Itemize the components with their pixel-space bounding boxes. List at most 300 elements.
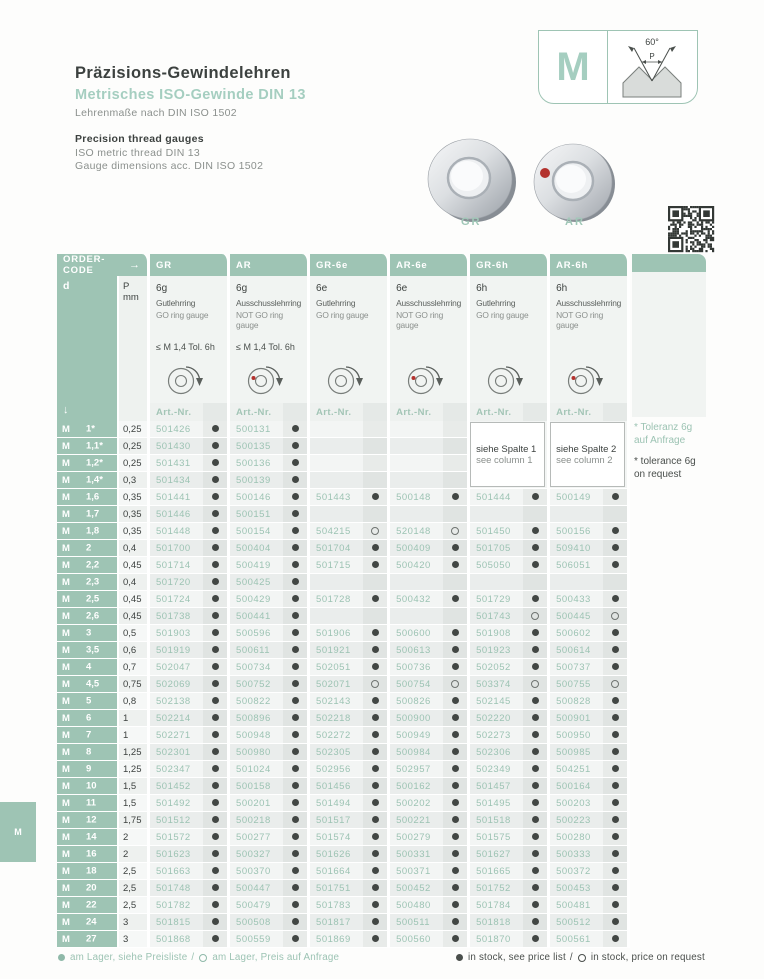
thread-size-cell: M 8 (57, 744, 119, 761)
filled-dot-icon (452, 765, 459, 772)
notgo-ring-label: AR (565, 216, 585, 228)
stock-indicator-cell (363, 438, 390, 455)
stock-indicator-cell (283, 897, 310, 914)
stock-indicator-cell (443, 778, 470, 795)
artnr-cell: 502306 (470, 744, 523, 761)
filled-dot-icon (212, 510, 219, 517)
stock-indicator-cell (443, 574, 470, 591)
stock-indicator-cell (523, 812, 550, 829)
filled-dot-icon (532, 714, 539, 721)
stock-indicator-cell (443, 829, 470, 846)
table-row (57, 540, 630, 557)
stock-indicator-cell (523, 897, 550, 914)
artnr-cell: 500561 (550, 931, 603, 948)
pitch-cell: 1,5 (119, 795, 150, 812)
filled-dot-icon (612, 544, 619, 551)
stock-indicator-cell (363, 676, 390, 693)
artnr-cell: 500508 (230, 914, 283, 931)
artnr-cell (390, 421, 443, 438)
stock-indicator-cell (603, 574, 630, 591)
filled-dot-icon (532, 731, 539, 738)
artnr-dot-spacer (283, 403, 310, 421)
artnr-label-ar-6h: Art.-Nr. (550, 403, 603, 421)
artnr-cell: 500736 (390, 659, 443, 676)
stock-indicator-cell (443, 591, 470, 608)
filled-dot-icon (372, 782, 379, 789)
thread-size-cell: M 14 (57, 829, 119, 846)
table-row (57, 778, 630, 795)
table-row (57, 523, 630, 540)
artnr-cell: 503374 (470, 676, 523, 693)
filled-dot-icon (612, 748, 619, 755)
page-subtitle: Metrisches ISO-Gewinde DIN 13 (75, 87, 306, 103)
go-ring-icon (324, 363, 370, 397)
artnr-cell: 500600 (390, 625, 443, 642)
notgo-ring-icon (244, 363, 290, 397)
artnr-cell: 501700 (150, 540, 203, 557)
stock-indicator-cell (283, 489, 310, 506)
stock-indicator-cell (203, 557, 230, 574)
pitch-cell: 1,25 (119, 744, 150, 761)
filled-dot-icon (452, 799, 459, 806)
artnr-cell: 500333 (550, 846, 603, 863)
filled-dot-icon (372, 629, 379, 636)
stock-indicator-cell (443, 506, 470, 523)
filled-dot-icon (212, 833, 219, 840)
filled-dot-icon (292, 510, 299, 517)
filled-dot-icon (212, 884, 219, 891)
stock-indicator-cell (283, 523, 310, 540)
artnr-cell: 502305 (310, 744, 363, 761)
table-row (57, 880, 630, 897)
stock-indicator-cell (523, 659, 550, 676)
artnr-cell: 501431 (150, 455, 203, 472)
stock-indicator-cell (203, 659, 230, 676)
filled-dot-icon (212, 561, 219, 568)
pitch-cell: 0,45 (119, 591, 150, 608)
filled-dot-icon (212, 527, 219, 534)
stock-indicator-cell (603, 523, 630, 540)
stock-indicator-cell (363, 761, 390, 778)
filled-dot-icon (292, 918, 299, 925)
stock-indicator-cell (523, 846, 550, 863)
stock-indicator-cell (203, 608, 230, 625)
thread-profile-diagram (608, 31, 697, 103)
filled-dot-icon (452, 629, 459, 636)
artnr-label-ar-6e: Art.-Nr. (390, 403, 443, 421)
artnr-cell: 502349 (470, 761, 523, 778)
table-row (57, 608, 630, 625)
artnr-cell: 501457 (470, 778, 523, 795)
angle-label: 60° (644, 37, 659, 47)
filled-dot-icon (452, 561, 459, 568)
stock-indicator-cell (203, 472, 230, 489)
stock-indicator-cell (283, 659, 310, 676)
artnr-cell: 520148 (390, 523, 443, 540)
stock-indicator-cell (523, 608, 550, 625)
artnr-cell: 501752 (470, 880, 523, 897)
stock-indicator-cell (283, 693, 310, 710)
artnr-cell: 500136 (230, 455, 283, 472)
thread-size-cell: M 2,3 (57, 574, 119, 591)
filled-dot-icon (372, 918, 379, 925)
filled-dot-icon (532, 918, 539, 925)
filled-dot-icon (292, 561, 299, 568)
pitch-cell: 3 (119, 914, 150, 931)
filled-dot-icon (212, 578, 219, 585)
artnr-cell: 500445 (550, 608, 603, 625)
artnr-cell: 500614 (550, 642, 603, 659)
open-dot-icon (578, 954, 586, 962)
artnr-cell: 501444 (470, 489, 523, 506)
tolerance-note-en-2: on request (634, 468, 682, 480)
artnr-cell: 501908 (470, 625, 523, 642)
table-row (57, 676, 630, 693)
filled-dot-icon (452, 663, 459, 670)
stock-indicator-cell (363, 778, 390, 795)
pitch-cell: 0,25 (119, 421, 150, 438)
notgo-ring-gauge-image (524, 140, 622, 226)
pitch-cell: 2 (119, 846, 150, 863)
artnr-cell: 501783 (310, 897, 363, 914)
table-row (57, 812, 630, 829)
pitch-cell: 0,35 (119, 523, 150, 540)
stock-indicator-cell (443, 710, 470, 727)
artnr-cell: 501921 (310, 642, 363, 659)
artnr-cell: 501724 (150, 591, 203, 608)
artnr-cell: 501815 (150, 914, 203, 931)
filled-dot-icon (292, 612, 299, 619)
artnr-cell: 502214 (150, 710, 203, 727)
table-row (57, 795, 630, 812)
stock-indicator-cell (523, 642, 550, 659)
stock-indicator-cell (603, 914, 630, 931)
open-dot-icon (199, 954, 207, 962)
stock-indicator-cell (203, 829, 230, 846)
stock-indicator-cell (363, 659, 390, 676)
stock-indicator-cell (603, 812, 630, 829)
stock-indicator-cell (203, 744, 230, 761)
gauge-order-table (57, 254, 630, 948)
filled-dot-icon (212, 935, 219, 942)
stock-indicator-cell (443, 625, 470, 642)
filled-dot-icon (292, 833, 299, 840)
stock-indicator-cell (523, 727, 550, 744)
artnr-cell: 502271 (150, 727, 203, 744)
filled-dot-icon (292, 527, 299, 534)
filled-dot-icon (532, 799, 539, 806)
column-description-ar-6h: 6h Ausschusslehrring NOT GO ring gauge (550, 276, 630, 403)
stock-indicator-cell (203, 761, 230, 778)
stock-indicator-cell (363, 914, 390, 931)
artnr-cell: 500755 (550, 676, 603, 693)
stock-indicator-cell (203, 710, 230, 727)
filled-dot-icon (372, 765, 379, 772)
pitch-cell: 1 (119, 710, 150, 727)
stock-indicator-cell (283, 625, 310, 642)
table-right-bar (632, 254, 706, 272)
table-row (57, 557, 630, 574)
stock-indicator-cell (443, 914, 470, 931)
stock-indicator-cell (283, 846, 310, 863)
open-dot-icon (451, 527, 459, 535)
filled-dot-icon (292, 782, 299, 789)
stock-indicator-cell (203, 693, 230, 710)
filled-dot-icon (452, 935, 459, 942)
filled-dot-icon (292, 663, 299, 670)
pitch-cell: 0,35 (119, 506, 150, 523)
stock-indicator-cell (443, 438, 470, 455)
filled-dot-icon (612, 561, 619, 568)
filled-dot-icon (532, 561, 539, 568)
pitch-cell: 2,5 (119, 897, 150, 914)
thread-size-cell: M 4,5 (57, 676, 119, 693)
stock-indicator-cell (523, 523, 550, 540)
stock-indicator-cell (603, 710, 630, 727)
filled-dot-icon (212, 867, 219, 874)
artnr-cell (390, 455, 443, 472)
artnr-cell: 500901 (550, 710, 603, 727)
stock-indicator-cell (363, 795, 390, 812)
stock-indicator-cell (523, 880, 550, 897)
filled-dot-icon (452, 918, 459, 925)
artnr-cell: 509410 (550, 540, 603, 557)
stock-indicator-cell (443, 693, 470, 710)
filled-dot-icon (612, 901, 619, 908)
artnr-cell: 500151 (230, 506, 283, 523)
artnr-cell: 500596 (230, 625, 283, 642)
column-description-ar: 6g Ausschusslehrring NOT GO ring gauge ≤ M 1,4 Tol. 6h (230, 276, 310, 403)
page-line3-en: Gauge dimensions acc. DIN ISO 1502 (75, 160, 264, 172)
artnr-cell: 504215 (310, 523, 363, 540)
page-edge-tab: M (0, 802, 36, 862)
artnr-cell: 502273 (470, 727, 523, 744)
filled-dot-icon (372, 884, 379, 891)
filled-dot-icon (456, 954, 463, 961)
filled-dot-icon (532, 697, 539, 704)
filled-dot-icon (292, 459, 299, 466)
stock-indicator-cell (283, 642, 310, 659)
thread-size-cell: M 6 (57, 710, 119, 727)
artnr-cell: 501705 (470, 540, 523, 557)
table-row (57, 574, 630, 591)
stock-indicator-cell (283, 795, 310, 812)
pitch-cell: 0,6 (119, 642, 150, 659)
artnr-cell: 502071 (310, 676, 363, 693)
thread-size-cell: M 2 (57, 540, 119, 557)
artnr-cell (390, 472, 443, 489)
artnr-cell: 500370 (230, 863, 283, 880)
legend-de-open-text: am Lager, Preis auf Anfrage (212, 952, 340, 963)
filled-dot-icon (292, 646, 299, 653)
filled-dot-icon (372, 731, 379, 738)
thread-size-cell: M 12 (57, 812, 119, 829)
artnr-cell: 500481 (550, 897, 603, 914)
artnr-cell: 500950 (550, 727, 603, 744)
artnr-cell: 500162 (390, 778, 443, 795)
artnr-cell: 500158 (230, 778, 283, 795)
stock-indicator-cell (523, 489, 550, 506)
red-marking-dot (540, 168, 550, 178)
artnr-label-gr-6e: Art.-Nr. (310, 403, 363, 421)
artnr-cell: 500279 (390, 829, 443, 846)
artnr-cell: 501906 (310, 625, 363, 642)
stock-indicator-cell (443, 880, 470, 897)
filled-dot-icon (612, 646, 619, 653)
stock-indicator-cell (363, 455, 390, 472)
stock-indicator-cell (443, 727, 470, 744)
filled-dot-icon (452, 884, 459, 891)
stock-indicator-cell (523, 914, 550, 931)
stock-indicator-cell (603, 489, 630, 506)
artnr-cell: 502301 (150, 744, 203, 761)
stock-indicator-cell (523, 625, 550, 642)
artnr-cell: 500202 (390, 795, 443, 812)
open-dot-icon (531, 680, 539, 688)
artnr-cell: 502143 (310, 693, 363, 710)
stock-indicator-cell (363, 591, 390, 608)
filled-dot-icon (372, 850, 379, 857)
filled-dot-icon (532, 850, 539, 857)
stock-indicator-cell (523, 506, 550, 523)
artnr-cell: 500201 (230, 795, 283, 812)
filled-dot-icon (292, 731, 299, 738)
stock-indicator-cell (283, 455, 310, 472)
artnr-cell: 500327 (230, 846, 283, 863)
pitch-cell: 0,4 (119, 540, 150, 557)
thread-size-cell: M 22 (57, 897, 119, 914)
filled-dot-icon (212, 493, 219, 500)
filled-dot-icon (532, 765, 539, 772)
stock-indicator-cell (363, 540, 390, 557)
filled-dot-icon (532, 833, 539, 840)
stock-indicator-cell (363, 625, 390, 642)
filled-dot-icon (452, 493, 459, 500)
pitch-cell: 0,45 (119, 557, 150, 574)
artnr-cell: 500752 (230, 676, 283, 693)
artnr-cell: 500822 (230, 693, 283, 710)
go-ring-icon (484, 363, 530, 397)
tolerance-note-de-1: * Toleranz 6g (634, 422, 693, 433)
artnr-cell: 502052 (470, 659, 523, 676)
stock-indicator-cell (443, 931, 470, 948)
filled-dot-icon (292, 442, 299, 449)
open-dot-icon (611, 612, 619, 620)
filled-dot-icon (212, 442, 219, 449)
artnr-cell: 505050 (470, 557, 523, 574)
filled-dot-icon (292, 714, 299, 721)
filled-dot-icon (612, 714, 619, 721)
artnr-cell: 501715 (310, 557, 363, 574)
filled-dot-icon (452, 697, 459, 704)
artnr-cell (390, 608, 443, 625)
filled-dot-icon (532, 646, 539, 653)
stock-indicator-cell (523, 931, 550, 948)
artnr-cell: 502956 (310, 761, 363, 778)
column-header-gr: GR (150, 254, 230, 276)
right-arrow-icon: → (129, 259, 141, 271)
go-ring-gauge-image (418, 134, 522, 226)
filled-dot-icon (452, 901, 459, 908)
artnr-cell: 501572 (150, 829, 203, 846)
filled-dot-icon (212, 918, 219, 925)
filled-dot-icon (532, 663, 539, 670)
artnr-cell: 501452 (150, 778, 203, 795)
pitch-cell: 0,25 (119, 438, 150, 455)
filled-dot-icon (292, 748, 299, 755)
stock-indicator-cell (443, 489, 470, 506)
artnr-cell: 501434 (150, 472, 203, 489)
stock-indicator-cell (363, 506, 390, 523)
stock-indicator-cell (203, 676, 230, 693)
filled-dot-icon (292, 799, 299, 806)
stock-indicator-cell (523, 693, 550, 710)
artnr-dot-spacer (363, 403, 390, 421)
artnr-cell (390, 574, 443, 591)
stock-indicator-cell (363, 897, 390, 914)
artnr-cell: 501430 (150, 438, 203, 455)
pitch-cell: 1,75 (119, 812, 150, 829)
artnr-cell: 500828 (550, 693, 603, 710)
filled-dot-icon (292, 476, 299, 483)
filled-dot-icon (292, 544, 299, 551)
pitch-cell: 0,3 (119, 472, 150, 489)
thread-size-cell: M 2,5 (57, 591, 119, 608)
pitch-column-header: P mm (119, 276, 150, 421)
tolerance-note-en-1: * tolerance 6g (634, 456, 696, 467)
stock-indicator-cell (363, 829, 390, 846)
filled-dot-icon (372, 799, 379, 806)
artnr-cell: 501919 (150, 642, 203, 659)
artnr-cell: 500156 (550, 523, 603, 540)
stock-indicator-cell (283, 914, 310, 931)
filled-dot-icon (372, 833, 379, 840)
qr-code (668, 206, 716, 253)
stock-indicator-cell (603, 642, 630, 659)
artnr-cell: 502957 (390, 761, 443, 778)
stock-indicator-cell (363, 523, 390, 540)
artnr-cell: 502138 (150, 693, 203, 710)
artnr-cell: 500149 (550, 489, 603, 506)
pitch-cell: 0,45 (119, 608, 150, 625)
table-row (57, 591, 630, 608)
legend-separator: / (191, 952, 195, 963)
artnr-cell: 501456 (310, 778, 363, 795)
column-description-gr-6e: 6e Gutlehrring GO ring gauge (310, 276, 390, 403)
table-row (57, 625, 630, 642)
thread-size-cell: M 5 (57, 693, 119, 710)
product-photo (418, 132, 668, 234)
filled-dot-icon (292, 493, 299, 500)
artnr-cell: 501664 (310, 863, 363, 880)
artnr-cell: 501720 (150, 574, 203, 591)
artnr-cell: 501663 (150, 863, 203, 880)
legend-en-filled-text: in stock, see price list (468, 952, 566, 963)
stock-indicator-cell (523, 829, 550, 846)
stock-indicator-cell (363, 557, 390, 574)
stock-indicator-cell (203, 591, 230, 608)
pitch-cell: 1 (119, 727, 150, 744)
stock-indicator-cell (203, 846, 230, 863)
table-row (57, 642, 630, 659)
stock-indicator-cell (603, 761, 630, 778)
stock-indicator-cell (443, 795, 470, 812)
stock-indicator-cell (283, 778, 310, 795)
filled-dot-icon (532, 595, 539, 602)
artnr-cell: 500146 (230, 489, 283, 506)
artnr-cell: 501495 (470, 795, 523, 812)
filled-dot-icon (372, 935, 379, 942)
